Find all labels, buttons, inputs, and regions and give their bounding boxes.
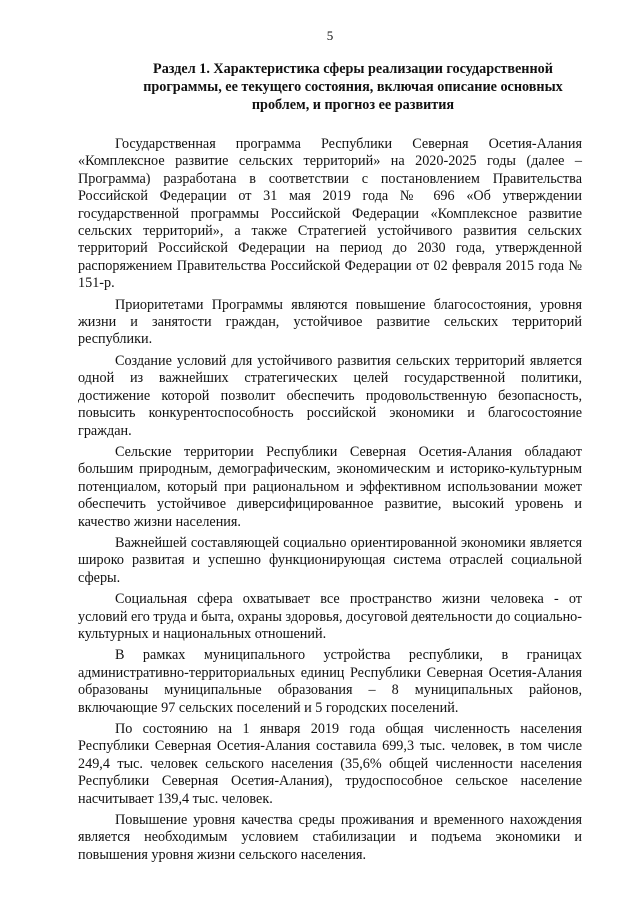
paragraph: Приоритетами Программы являются повышение благосостояния, уровня жизни и занятости граждан, устойчивое развитие сельских территорий республики. [78, 296, 582, 348]
section-heading: Раздел 1. Характеристика сферы реализации государственной программы, ее текущего состояния, включая описание основных проблем, и прогноз ее развития [143, 61, 563, 113]
document-page [78, 28, 582, 868]
body-text [78, 136, 582, 864]
page-number: 5 [326, 28, 334, 43]
paragraph: Повышение уровня качества среды проживания и временного нахождения является необходимым условием стабилизации и подъема экономики и повышения уровня жизни сельского населения. [78, 812, 582, 863]
paragraph: Важнейшей составляющей социально ориентированной экономики является широко развитая и успешно функционирующая система отраслей социальной сферы. [78, 534, 582, 586]
paragraph: Создание условий для устойчивого развития сельских территорий является одной из важнейших стратегических целей государственной политики, достижение которой позволит обеспечить продовольственную безопасность, повысить конкурентоспособность российской экономики и благосостояние граждан. [78, 352, 582, 439]
paragraph: Сельские территории Республики Северная Осетия-Алания обладают большим природным, демографическим, экономическим и историко-культурным потенциалом, который при рациональном и эффективном использовании может обеспечить устойчивое диверсифицированное развитие, высокий уровень и качество жизни населения. [78, 443, 582, 530]
paragraph: В рамках муниципального устройства республики, в границах административно-территориальных единиц Республики Северная Осетия-Алания образованы муниципальные образования – 8 муниципальных районов, включающие 97 сельских поселений и 5 городских поселений. [78, 647, 582, 716]
paragraph: Социальная сфера охватывает все пространство жизни человека - от условий его труда и быта, охраны здоровья, досуговой деятельности до социально-культурных и национальных отношений. [78, 591, 582, 642]
paragraph: Государственная программа Республики Северная Осетия-Алания «Комплексное развитие сельских территорий» на 2020-2025 годы (далее – Программа) разработана в соответствии с постановлением Правительства Российской Федерации от 31 мая 2019 года № 696 «Об утверждении государственной программы Российской Федерации «Комплексное развитие сельских территорий», а также Стратегией устойчивого развития сельских территорий Российской Федерации на период до 2030 года, утвержденной распоряжением Правительства Российской Федерации от 02 февраля 2015 года № 151-р. [78, 136, 582, 292]
paragraph: По состоянию на 1 января 2019 года общая численность населения Республики Северная Осетия-Алания составила 699,3 тыс. человек, в том числе 249,4 тыс. человек сельского населения (35,6% общей численности населения Республики Северная Осетия-Алания), трудоспособное сельское население насчитывает 139,4 тыс. человек. [78, 721, 582, 807]
